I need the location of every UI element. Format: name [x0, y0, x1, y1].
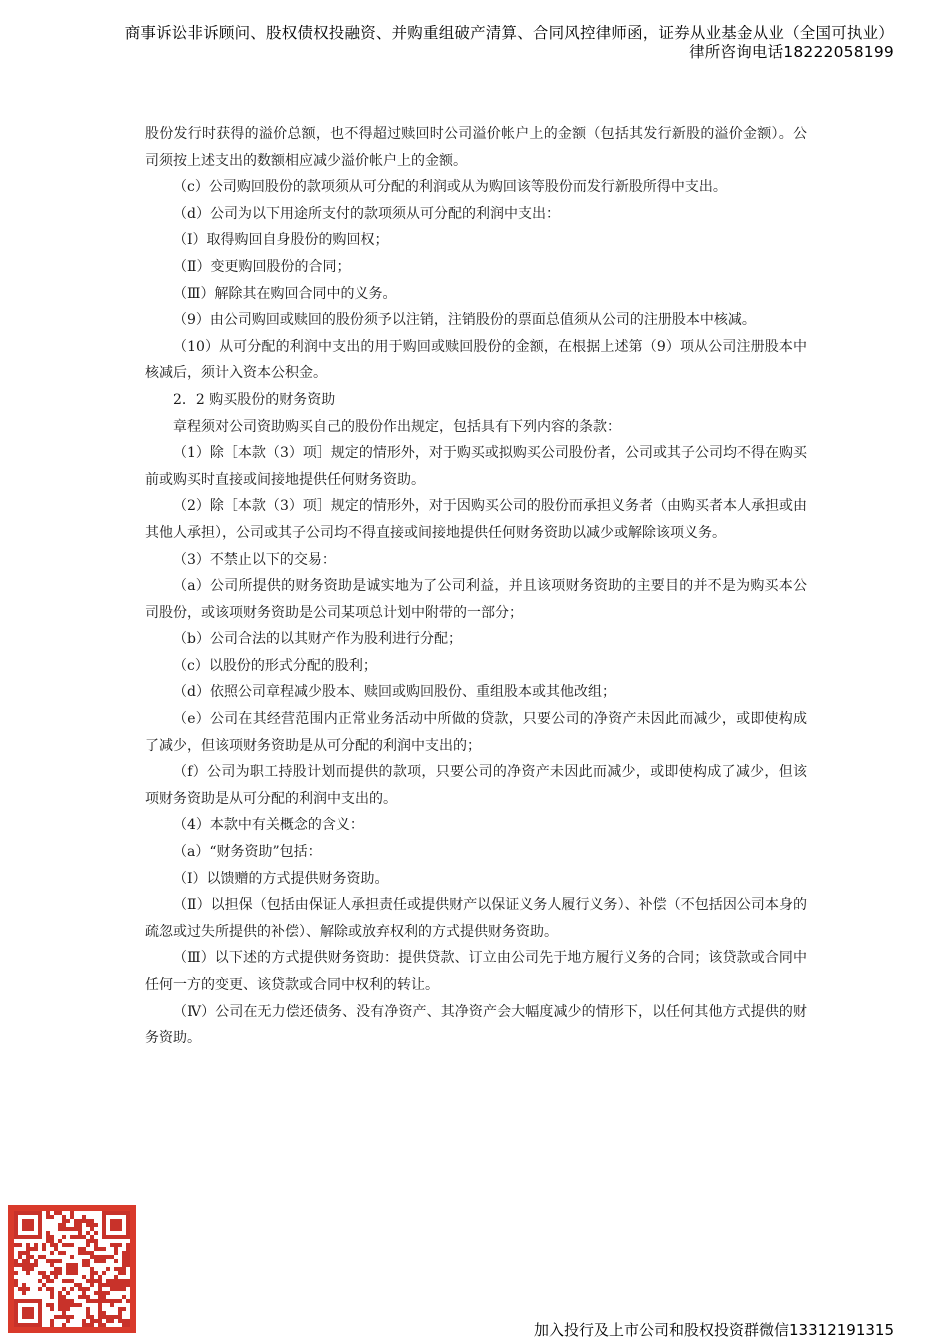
paragraph: （1）除［本款（3）项］规定的情形外，对于购买或拟购买公司股份者，公司或其子公司均不得在购买前或购买时直接或间接地提供任何财务资助。 [145, 445, 807, 488]
document-body [145, 121, 807, 1052]
header-phone-line: 律所咨询电话18222058199 [689, 43, 894, 61]
paragraph: （c）以股份的形式分配的股利； [173, 657, 377, 674]
paragraph: （e）公司在其经营范围内正常业务活动中所做的贷款，只要公司的净资产未因此而减少，或即使构成了减少，但该项财务资助是从可分配的利润中支出的； [145, 711, 807, 754]
paragraph: （Ⅰ）以馈赠的方式提供财务资助。 [173, 870, 389, 887]
paragraph: （d）依照公司章程减少股本、赎回或购回股份、重组股本或其他改组； [173, 684, 616, 701]
paragraph: （9）由公司购回或赎回的股份须予以注销，注销股份的票面总值须从公司的注册股本中核减。 [173, 312, 756, 329]
paragraph: （d）公司为以下用途所支付的款项须从可分配的利润中支出： [173, 205, 560, 222]
paragraph: （a）“财务资助”包括： [173, 844, 322, 861]
paragraph: 章程须对公司资助购买自己的股份作出规定，包括具有下列内容的条款： [173, 418, 621, 435]
paragraph: （a）公司所提供的财务资助是诚实地为了公司利益，并且该项财务资助的主要目的并不是为购买本公司股份，或该项财务资助是公司某项总计划中附带的一部分； [145, 578, 807, 621]
header-services-line: 商事诉讼非诉顾问、股权债权投融资、并购重组破产清算、合同风控律师函，证券从业基金从业（全国可执业） [124, 24, 894, 42]
paragraph: （b）公司合法的以其财产作为股利进行分配； [173, 631, 462, 648]
paragraph: （2）除［本款（3）项］规定的情形外，对于因购买公司的股份而承担义务者（由购买者本人承担或由其他人承担），公司或其子公司均不得直接或间接地提供任何财务资助以减少或解除该项义务。 [145, 498, 807, 541]
paragraph: （4）本款中有关概念的含义： [173, 817, 364, 834]
qr-code-icon [14, 1211, 130, 1327]
paragraph: （Ⅱ）以担保（包括由保证人承担责任或提供财产以保证义务人履行义务）、补偿（不包括因公司本身的疏忽或过失所提供的补偿）、解除或放弃权利的方式提供财务资助。 [145, 897, 807, 940]
paragraph: （10）从可分配的利润中支出的用于购回或赎回股份的金额，在根据上述第（9）项从公司注册股本中核减后，须计入资本公积金。 [145, 338, 807, 382]
paragraph: （Ⅱ）变更购回股份的合同； [173, 258, 351, 275]
footer-wechat-line: 加入投行及上市公司和股权投资群微信13312191315 [534, 1321, 894, 1339]
paragraph: （Ⅳ）公司在无力偿还债务、没有净资产、其净资产会大幅度减少的情形下，以任何其他方式提供的财务资助。 [145, 1003, 807, 1047]
paragraph: （3）不禁止以下的交易： [173, 551, 336, 568]
paragraph: （Ⅰ）取得购回自身股份的购回权； [173, 232, 389, 249]
paragraph: 股份发行时获得的溢价总额，也不得超过赎回时公司溢价帐户上的金额（包括其发行新股的溢价金额）。公司须按上述支出的数额相应减少溢价帐户上的金额。 [145, 126, 807, 169]
paragraph: （f）公司为职工持股计划而提供的款项，只要公司的净资产未因此而减少，或即使构成了减少，但该项财务资助是从可分配的利润中支出的。 [145, 764, 807, 807]
wechat-qr-code [8, 1205, 136, 1333]
paragraph: （Ⅲ）解除其在购回合同中的义务。 [173, 285, 397, 302]
section-heading: 2．2 购买股份的财务资助 [173, 391, 336, 408]
paragraph: （c）公司购回股份的款项须从可分配的利润或从为购回该等股份而发行新股所得中支出。 [173, 179, 727, 196]
paragraph: （Ⅲ）以下述的方式提供财务资助：提供贷款、订立由公司先于地方履行义务的合同；该贷款或合同中任何一方的变更、该贷款或合同中权利的转让。 [145, 950, 807, 993]
